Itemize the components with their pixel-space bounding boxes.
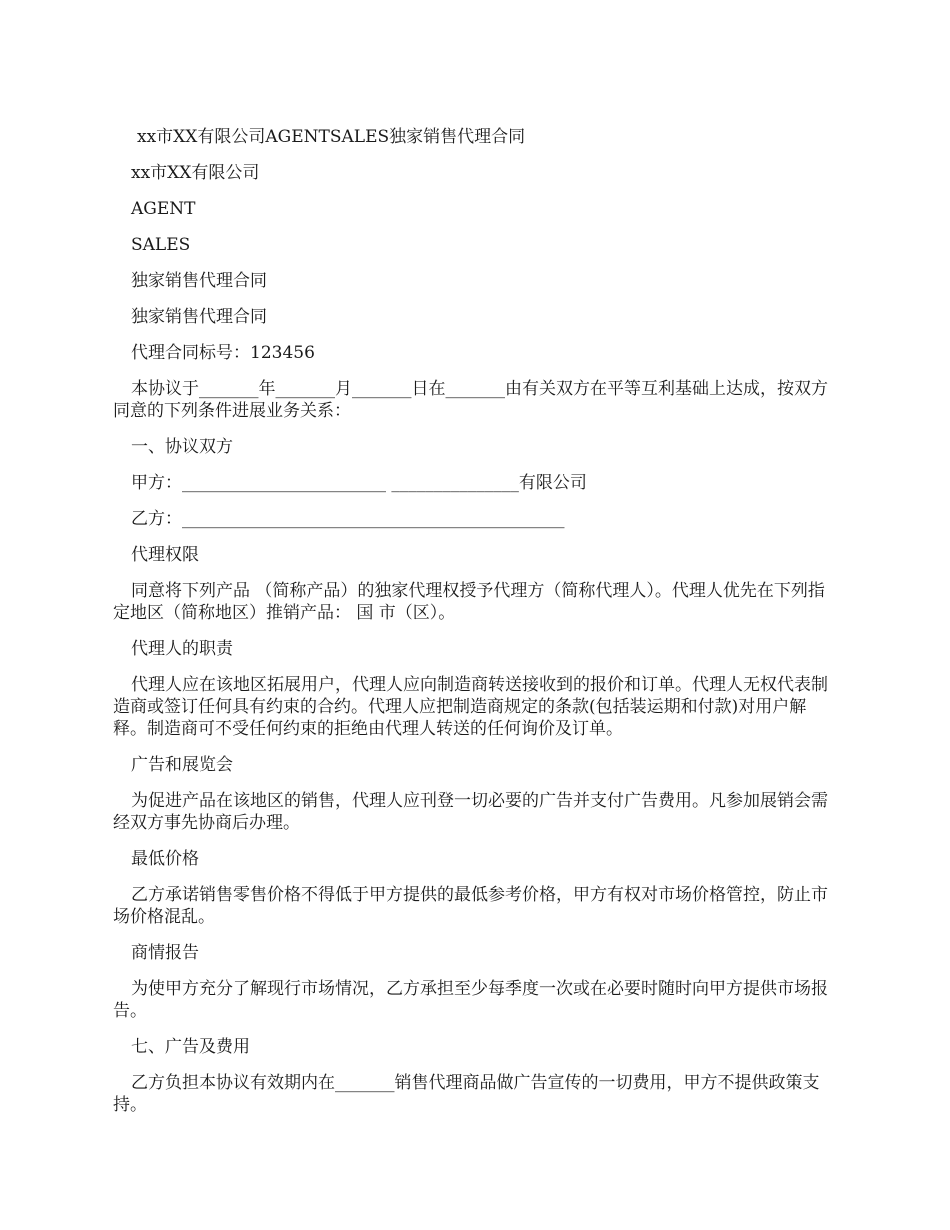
agent-line: AGENT — [131, 199, 196, 219]
section-parties-heading: 一、协议双方 — [131, 437, 233, 457]
document-title: xx市XX有限公司AGENTSALES独家销售代理合同 — [137, 127, 526, 147]
intro-paragraph: 本协议于_______年_______月_______日在_______由有关双方在平等互利基础上达成，按双方同意的下列条件进展业务关系： — [113, 379, 828, 421]
authority-heading: 代理权限 — [131, 545, 199, 565]
authority-paragraph: 同意将下列产品 （简称产品）的独家代理权授予代理方（简称代理人）。代理人优先在下列指定地区（简称地区）推销产品： 国 市（区）。 — [113, 581, 825, 623]
min-price-heading: 最低价格 — [131, 849, 199, 869]
ads-paragraph: 为促进产品在该地区的销售，代理人应刊登一切必要的广告并支付广告费用。凡参加展销会需经双方事先协商后办理。 — [113, 791, 828, 833]
contract-name-1: 独家销售代理合同 — [131, 271, 267, 291]
party-b-line: 乙方：_____________________________________________ — [131, 509, 565, 529]
party-a-line: 甲方：________________________ _______________有限公司 — [131, 473, 587, 493]
duties-paragraph: 代理人应在该地区拓展用户，代理人应向制造商转送接收到的报价和订单。代理人无权代表制造商或签订任何具有约束的合约。代理人应把制造商规定的条款(包括装运期和付款)对用户解释。制造商可不受任何约束的拒绝由代理人转送的任何询价及订单。 — [113, 675, 828, 739]
ads-fees-paragraph: 乙方负担本协议有效期内在_______销售代理商品做广告宣传的一切费用，甲方不提供政策支持。 — [113, 1073, 820, 1115]
company-name: xx市XX有限公司 — [131, 163, 260, 183]
ads-fees-heading: 七、广告及费用 — [131, 1037, 250, 1057]
duties-heading: 代理人的职责 — [131, 639, 233, 659]
contract-number: 代理合同标号：123456 — [131, 343, 315, 363]
report-paragraph: 为使甲方充分了解现行市场情况，乙方承担至少每季度一次或在必要时随时向甲方提供市场报告。 — [113, 979, 828, 1021]
ads-heading: 广告和展览会 — [131, 755, 233, 775]
document-body — [113, 126, 838, 1130]
sales-line: SALES — [131, 235, 191, 255]
min-price-paragraph: 乙方承诺销售零售价格不得低于甲方提供的最低参考价格，甲方有权对市场价格管控，防止市场价格混乱。 — [113, 885, 828, 927]
contract-name-2: 独家销售代理合同 — [131, 307, 267, 327]
report-heading: 商情报告 — [131, 943, 199, 963]
